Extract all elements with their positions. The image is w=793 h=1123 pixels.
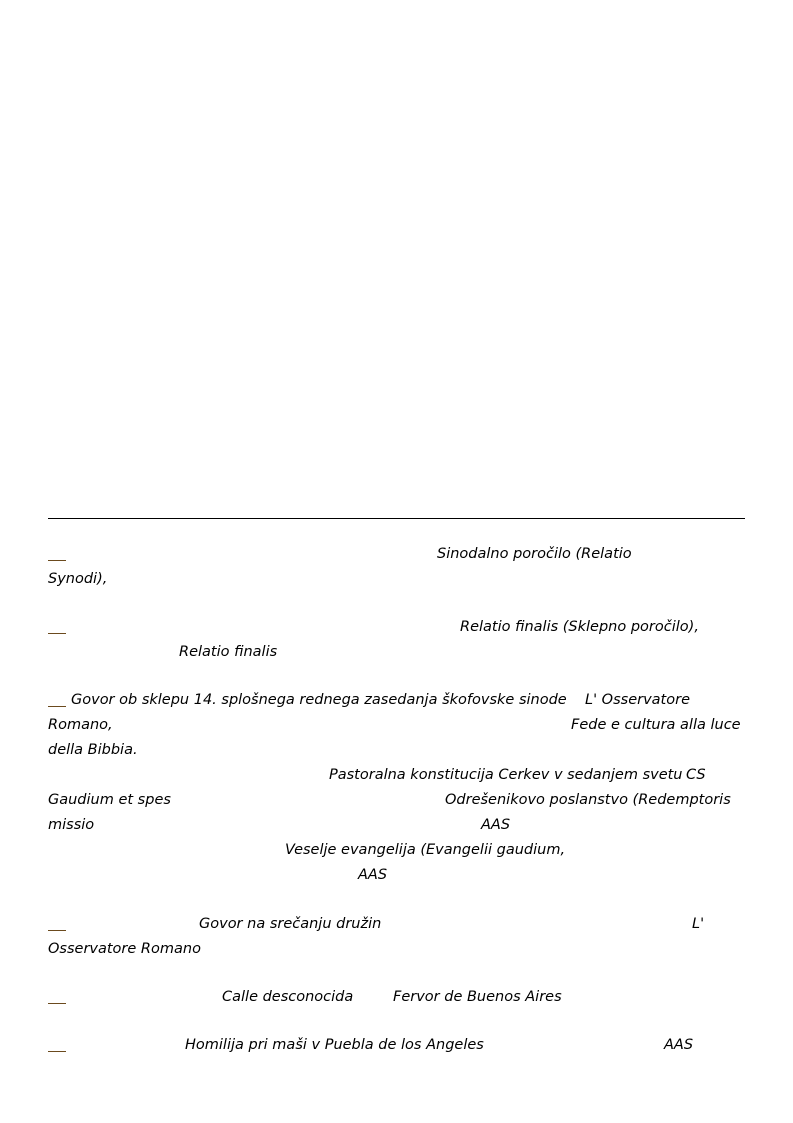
footnote-marker bbox=[48, 1003, 66, 1004]
footnote-marker bbox=[48, 930, 66, 931]
footnote-text: della Bibbia. bbox=[48, 742, 138, 758]
footnote-text: Relatio finalis (Sklepno poročilo), bbox=[460, 619, 699, 635]
footnote-text: AAS bbox=[664, 1037, 694, 1053]
footnote-text: Synodi), bbox=[48, 571, 108, 587]
footnote-text: Odrešenikovo poslanstvo (Redemptoris bbox=[445, 792, 731, 808]
footnote-separator bbox=[48, 518, 745, 519]
footnote-marker bbox=[48, 706, 66, 707]
footnote-text: Pastoralna konstitucija Cerkev v sedanjem svetu bbox=[329, 767, 683, 783]
footnote-text: Veselje evangelija (Evangelii gaudium, bbox=[285, 842, 566, 858]
footnote-text: CS bbox=[686, 767, 706, 783]
footnote-text: Osservatore Romano bbox=[48, 941, 201, 957]
footnote-text: Sinodalno poročilo (Relatio bbox=[437, 546, 632, 562]
footnote-text: Fede e cultura alla luce bbox=[571, 717, 741, 733]
footnote-marker bbox=[48, 633, 66, 634]
footnote-marker bbox=[48, 560, 66, 561]
footnote-text: Romano, bbox=[48, 717, 113, 733]
footnote-text: L' Osservatore bbox=[585, 692, 690, 708]
footnote-text: Govor ob sklepu 14. splošnega rednega zasedanja škofovske sinode bbox=[71, 692, 567, 708]
footnote-text: Relatio finalis bbox=[179, 644, 278, 660]
footnote-marker bbox=[48, 1051, 66, 1052]
footnote-text: Govor na srečanju družin bbox=[199, 916, 382, 932]
footnote-text: Calle desconocida bbox=[222, 989, 354, 1005]
footnote-text: AAS bbox=[358, 867, 388, 883]
footnote-text: Gaudium et spes bbox=[48, 792, 171, 808]
footnote-text: AAS bbox=[481, 817, 511, 833]
footnote-text: Homilija pri maši v Puebla de los Angeles bbox=[185, 1037, 484, 1053]
footnote-text: missio bbox=[48, 817, 95, 833]
footnote-text: Fervor de Buenos Aires bbox=[393, 989, 562, 1005]
footnote-text: L' bbox=[692, 916, 705, 932]
